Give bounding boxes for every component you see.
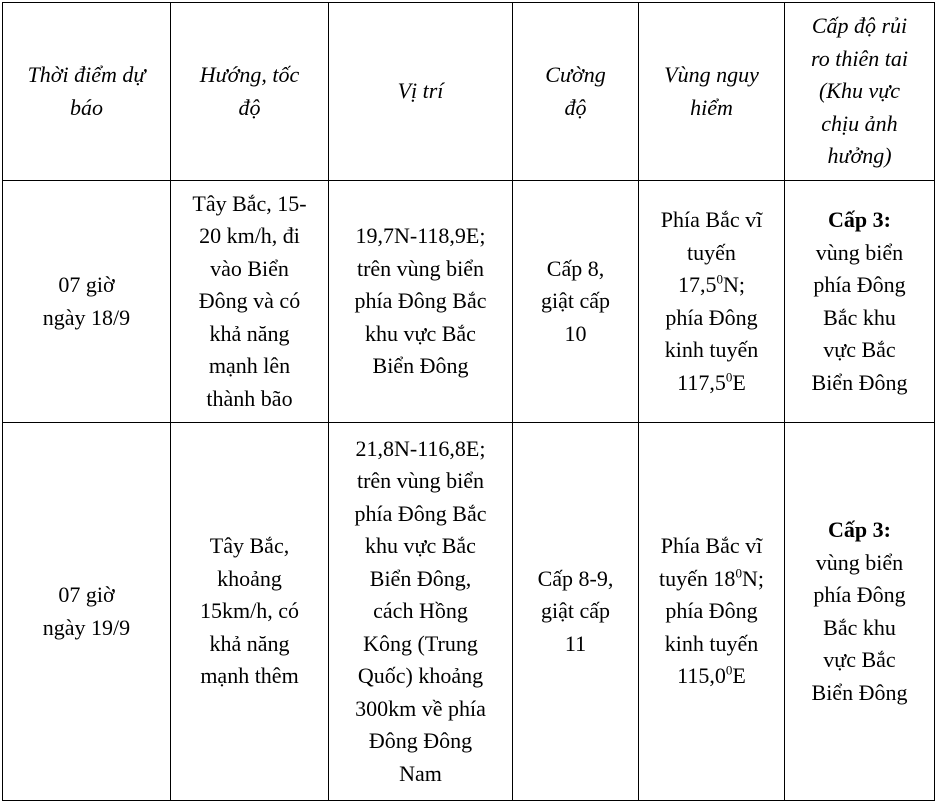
cell-text: ngày 19/9 [42, 614, 131, 640]
cell-text: ngày 18/9 [42, 304, 131, 330]
header-risk-level [785, 3, 935, 181]
cell-text: 10 [564, 320, 587, 346]
header-direction-speed [171, 3, 329, 181]
header-text: độ [238, 94, 261, 120]
cell-text: khả năng [209, 630, 290, 656]
latitude-value: tuyến 18 [659, 565, 736, 591]
header-text: Vùng nguy [664, 62, 759, 87]
risk-level-label: Cấp 3: [828, 207, 891, 232]
cell-text: vực Bắc [823, 647, 896, 672]
header-text: Cường [545, 62, 606, 87]
cell-text: khoảng [217, 565, 282, 591]
cell-text: vực Bắc [823, 337, 896, 362]
table-row [3, 423, 935, 801]
cell-text-line [645, 367, 778, 400]
cell-text: khả năng [209, 320, 290, 346]
degree-superscript: 0 [716, 271, 723, 287]
cell-text: Bắc khu [823, 304, 896, 330]
cell-text: giật cấp [540, 288, 611, 314]
cell-direction [171, 181, 329, 423]
header-text: ro thiên tai [811, 45, 908, 71]
cell-intensity [513, 181, 639, 423]
cell-text: Quốc) khoảng [357, 663, 484, 689]
cell-text: Phía Bắc vĩ [660, 533, 763, 559]
cell-text: kinh tuyến [664, 630, 759, 656]
cell-text: thành bão [206, 385, 293, 411]
risk-level-label: Cấp 3: [828, 517, 891, 542]
degree-superscript: 0 [725, 662, 733, 678]
cell-danger-zone [639, 181, 785, 423]
cell-position [329, 423, 513, 801]
forecast-table [2, 2, 935, 801]
cell-direction [171, 423, 329, 801]
cell-risk-level [785, 423, 935, 801]
longitude-value: 117,5 [677, 369, 726, 395]
cell-text: tuyến [687, 239, 736, 265]
cell-text: cách Hồng [373, 598, 468, 624]
cell-text: khu vực Bắc [365, 533, 476, 559]
latitude-value: 17,5 [678, 272, 717, 297]
cell-text: Tây Bắc, [209, 533, 290, 559]
cell-position [329, 181, 513, 423]
header-text: hưởng) [827, 143, 892, 169]
cell-text: phía Đông [665, 304, 758, 330]
cell-danger-zone [639, 423, 785, 801]
longitude-suffix: E [732, 369, 746, 395]
cell-text: Kông (Trung [363, 630, 478, 656]
longitude-value: 115,0 [677, 663, 726, 689]
cell-text: Đông Đông [368, 728, 473, 754]
cell-text: 15km/h, có [200, 598, 299, 624]
cell-time [3, 423, 171, 801]
header-text: chịu ảnh [821, 110, 898, 136]
cell-risk-level [785, 181, 935, 423]
header-forecast-time [3, 3, 171, 181]
header-danger-zone [639, 3, 785, 181]
header-text: độ [564, 94, 587, 120]
cell-text: Nam [399, 760, 442, 786]
table-row [3, 181, 935, 423]
header-text: hiểm [690, 94, 733, 120]
cell-text: phía Đông [665, 598, 758, 624]
header-text: Thời điểm dự [27, 62, 146, 87]
cell-text: phía Đông Bắc [354, 500, 487, 526]
cell-text: trên vùng biển [356, 468, 485, 494]
cell-text: khu vực Bắc [365, 320, 476, 346]
cell-text: Tây Bắc, 15- [192, 190, 307, 216]
header-row [3, 3, 935, 181]
cell-text: mạnh lên [208, 353, 291, 379]
cell-text: Cấp 8, [546, 255, 605, 281]
cell-text: Phía Bắc vĩ [660, 207, 763, 232]
cell-text: Đông và có [198, 288, 301, 314]
cell-text-line [645, 660, 778, 693]
cell-text-line [645, 269, 778, 302]
header-text: (Khu vực [818, 78, 901, 104]
cell-text: vào Biển [210, 255, 289, 281]
cell-text-line [645, 563, 778, 596]
degree-superscript: 0 [725, 369, 733, 385]
header-text: Cấp độ rủi [811, 13, 908, 39]
cell-text: Cấp 8-9, [537, 565, 614, 591]
latitude-suffix: N; [741, 565, 764, 591]
cell-text: 07 giờ [58, 272, 115, 297]
longitude-suffix: E [732, 663, 746, 689]
cell-text: Bắc khu [823, 614, 896, 640]
cell-text: mạnh thêm [200, 663, 299, 689]
header-text: báo [70, 94, 103, 120]
cell-text: Biển Đông, [369, 565, 472, 591]
cell-time [3, 181, 171, 423]
cell-text: phía Đông Bắc [354, 288, 487, 314]
cell-text: 11 [564, 630, 587, 656]
cell-text: vùng biển [815, 549, 904, 575]
cell-text: giật cấp [540, 598, 611, 624]
cell-text: Biển Đông [811, 679, 908, 705]
cell-text: trên vùng biển [356, 255, 485, 281]
cell-text: phía Đông [813, 272, 906, 297]
cell-text: phía Đông [813, 582, 906, 607]
cell-text: kinh tuyến [664, 337, 759, 362]
cell-text: 21,8N-116,8E; [355, 435, 486, 461]
cell-intensity [513, 423, 639, 801]
cell-text: vùng biển [815, 239, 904, 265]
header-intensity [513, 3, 639, 181]
header-position [329, 3, 513, 181]
cell-text: Biển Đông [372, 353, 469, 379]
header-text: Hướng, tốc [199, 62, 300, 87]
cell-text: 300km về phía [355, 695, 486, 721]
latitude-suffix: N; [723, 272, 745, 297]
cell-text: 07 giờ [58, 582, 115, 607]
cell-text: 20 km/h, đi [199, 223, 300, 249]
degree-superscript: 0 [735, 565, 742, 581]
cell-text: Biển Đông [811, 369, 908, 395]
cell-text: 19,7N-118,9E; [355, 223, 486, 249]
header-text: Vị trí [397, 78, 444, 104]
